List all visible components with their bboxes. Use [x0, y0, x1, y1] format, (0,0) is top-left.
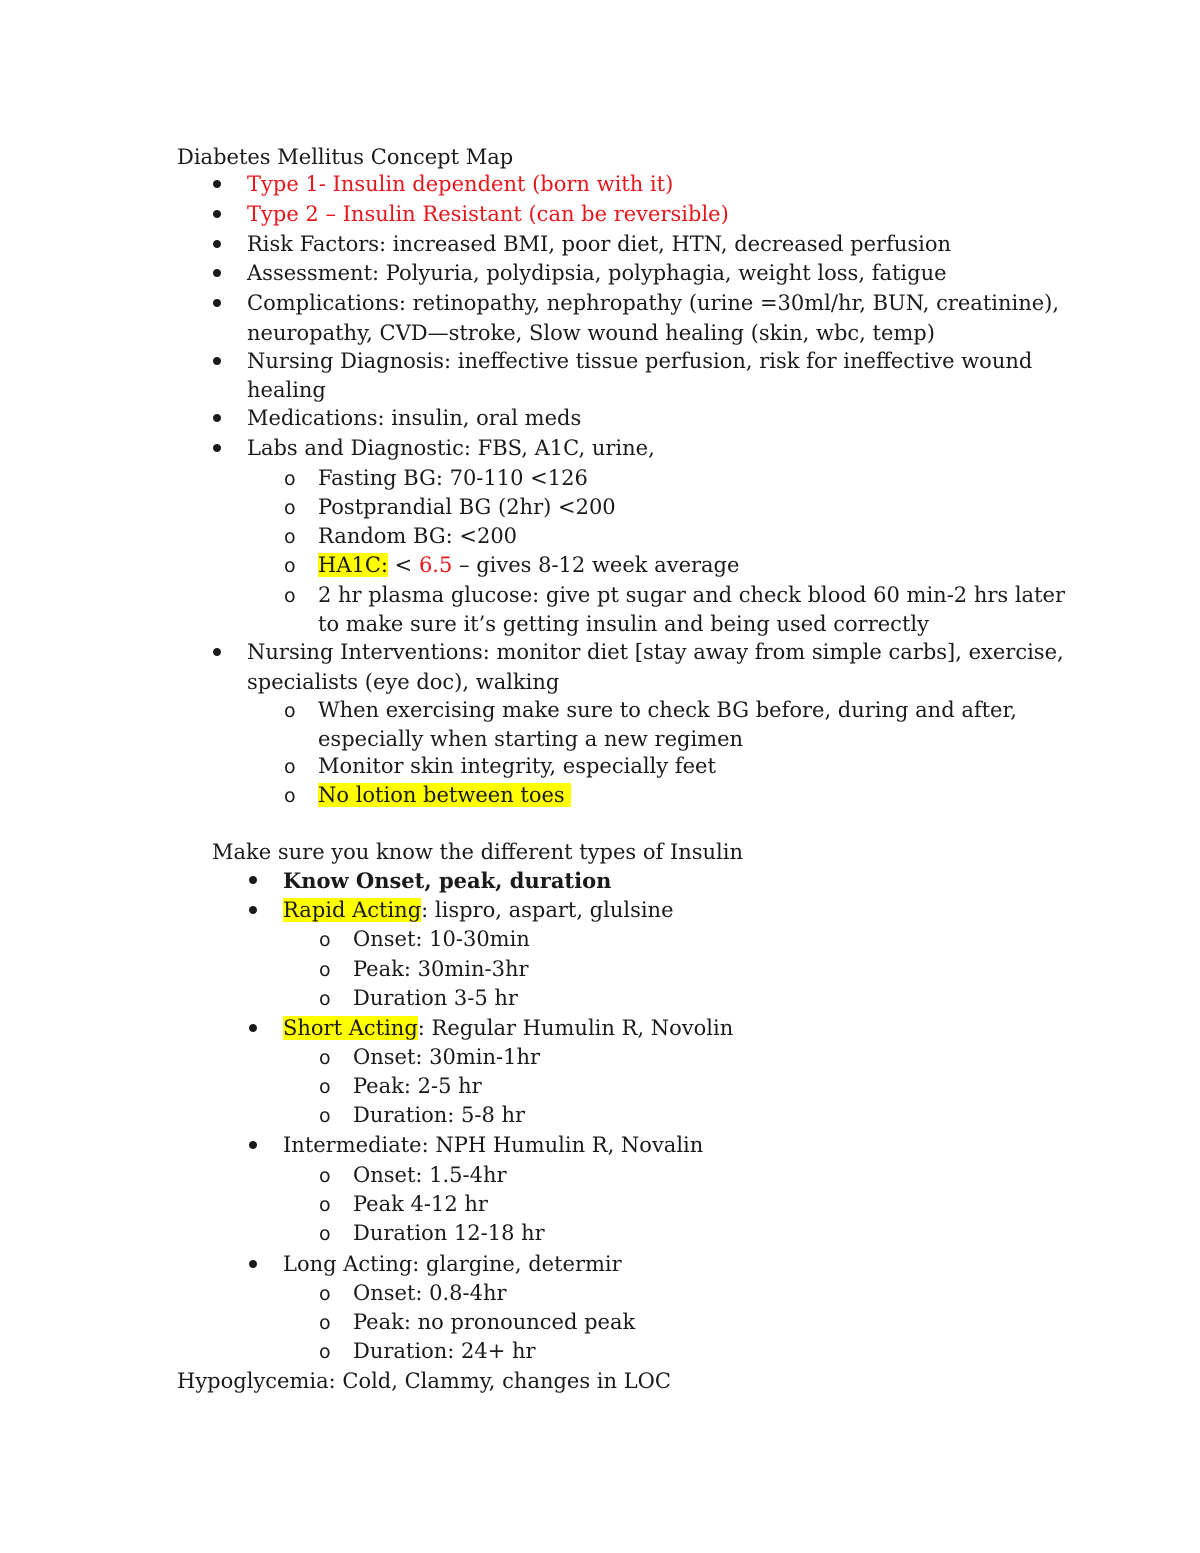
sub-bullet-icon: o — [284, 468, 296, 490]
sub-bullet-icon: o — [284, 526, 296, 548]
risk-factors-item: Risk Factors: increased BMI, poor diet, HTN, decreased perfusion — [247, 232, 952, 256]
long-duration-item: Duration: 24+ hr — [353, 1339, 536, 1363]
skin-integrity-item: Monitor skin integrity, especially feet — [318, 754, 716, 778]
plasma-glucose-item: 2 hr plasma glucose: give pt sugar and check blood 60 min-2 hrs later — [318, 583, 1065, 607]
short-duration-item: Duration: 5-8 hr — [353, 1103, 526, 1127]
bullet-icon — [249, 906, 257, 914]
medications-item: Medications: insulin, oral meds — [247, 406, 582, 430]
short-acting-item — [283, 1018, 733, 1039]
bullet-icon — [213, 357, 221, 365]
exercising-item: When exercising make sure to check BG before, during and after, — [318, 698, 1017, 722]
type2-item: Type 2 – Insulin Resistant (can be reversible) — [247, 202, 729, 226]
complications-item-cont: neuropathy, CVD—stroke, Slow wound healing (skin, wbc, temp) — [247, 321, 935, 345]
short-onset-item: Onset: 30min-1hr — [353, 1045, 541, 1069]
long-acting-item: Long Acting: glargine, determir — [283, 1252, 622, 1276]
nursing-diagnosis-item-cont: healing — [247, 378, 326, 402]
lotion-highlight: No lotion between toes — [318, 783, 572, 807]
sub-bullet-icon: o — [319, 1283, 331, 1305]
ha1c-lt: < — [387, 553, 419, 577]
ha1c-value: 6.5 — [418, 553, 453, 577]
sub-bullet-icon: o — [319, 1341, 331, 1363]
ha1c-label: HA1C: — [318, 553, 388, 577]
sub-bullet-icon: o — [319, 1223, 331, 1245]
bullet-icon — [213, 648, 221, 656]
sub-bullet-icon: o — [319, 959, 331, 981]
fasting-bg-item: Fasting BG: 70-110 <126 — [318, 466, 588, 490]
insulin-intro: Make sure you know the different types of Insulin — [212, 840, 744, 864]
sub-bullet-icon: o — [284, 785, 296, 807]
sub-bullet-icon: o — [319, 1047, 331, 1069]
know-onset-item: Know Onset, peak, duration — [283, 868, 612, 893]
rapid-peak-item: Peak: 30min-3hr — [353, 957, 529, 981]
ha1c-item — [318, 555, 739, 576]
rapid-onset-item: Onset: 10-30min — [353, 927, 530, 951]
int-duration-item: Duration 12-18 hr — [353, 1221, 545, 1245]
short-acting-rest: : Regular Humulin R, Novolin — [417, 1016, 734, 1040]
doc-title: Diabetes Mellitus Concept Map — [177, 145, 514, 169]
sub-bullet-icon: o — [284, 700, 296, 722]
labs-item: Labs and Diagnostic: FBS, A1C, urine, — [247, 436, 655, 460]
bullet-icon — [249, 876, 257, 884]
sub-bullet-icon: o — [319, 988, 331, 1010]
sub-bullet-icon: o — [284, 756, 296, 778]
sub-bullet-icon: o — [284, 555, 296, 577]
complications-item: Complications: retinopathy, nephropathy (urine =30ml/hr, BUN, creatinine), — [247, 291, 1060, 315]
long-peak-item: Peak: no pronounced peak — [353, 1310, 636, 1334]
lotion-item — [318, 785, 571, 806]
sub-bullet-icon: o — [319, 1076, 331, 1098]
bullet-icon — [213, 414, 221, 422]
postprandial-bg-item: Postprandial BG (2hr) <200 — [318, 495, 616, 519]
nursing-diagnosis-item: Nursing Diagnosis: ineffective tissue perfusion, risk for ineffective wound — [247, 349, 1033, 373]
exercising-item-cont: especially when starting a new regimen — [318, 727, 744, 751]
assessment-item: Assessment: Polyuria, polydipsia, polyphagia, weight loss, fatigue — [247, 261, 947, 285]
sub-bullet-icon: o — [284, 497, 296, 519]
plasma-glucose-item-cont: to make sure it’s getting insulin and being used correctly — [318, 612, 929, 636]
bullet-icon — [249, 1141, 257, 1149]
bullet-icon — [213, 240, 221, 248]
bullet-icon — [249, 1260, 257, 1268]
interventions-item: Nursing Interventions: monitor diet [stay away from simple carbs], exercise, — [247, 640, 1064, 664]
bullet-icon — [213, 444, 221, 452]
rapid-acting-item — [283, 900, 674, 921]
rapid-acting-rest: : lispro, aspart, glulsine — [421, 898, 674, 922]
short-acting-label: Short Acting — [283, 1016, 418, 1040]
bullet-icon — [213, 269, 221, 277]
bullet-icon — [213, 210, 221, 218]
sub-bullet-icon: o — [319, 1105, 331, 1127]
ha1c-rest: – gives 8-12 week average — [452, 553, 740, 577]
hypoglycemia-line: Hypoglycemia: Cold, Clammy, changes in LOC — [177, 1369, 671, 1393]
interventions-item-cont: specialists (eye doc), walking — [247, 670, 560, 694]
sub-bullet-icon: o — [319, 1194, 331, 1216]
int-peak-item: Peak 4-12 hr — [353, 1192, 488, 1216]
sub-bullet-icon: o — [319, 929, 331, 951]
type1-item: Type 1- Insulin dependent (born with it) — [247, 172, 674, 196]
bullet-icon — [249, 1024, 257, 1032]
sub-bullet-icon: o — [319, 1312, 331, 1334]
bullet-icon — [213, 180, 221, 188]
int-onset-item: Onset: 1.5-4hr — [353, 1163, 507, 1187]
bullet-icon — [213, 299, 221, 307]
random-bg-item: Random BG: <200 — [318, 524, 518, 548]
rapid-duration-item: Duration 3-5 hr — [353, 986, 518, 1010]
rapid-acting-label: Rapid Acting — [283, 898, 422, 922]
sub-bullet-icon: o — [319, 1165, 331, 1187]
short-peak-item: Peak: 2-5 hr — [353, 1074, 482, 1098]
intermediate-item: Intermediate: NPH Humulin R, Novalin — [283, 1133, 704, 1157]
sub-bullet-icon: o — [284, 585, 296, 607]
long-onset-item: Onset: 0.8-4hr — [353, 1281, 507, 1305]
